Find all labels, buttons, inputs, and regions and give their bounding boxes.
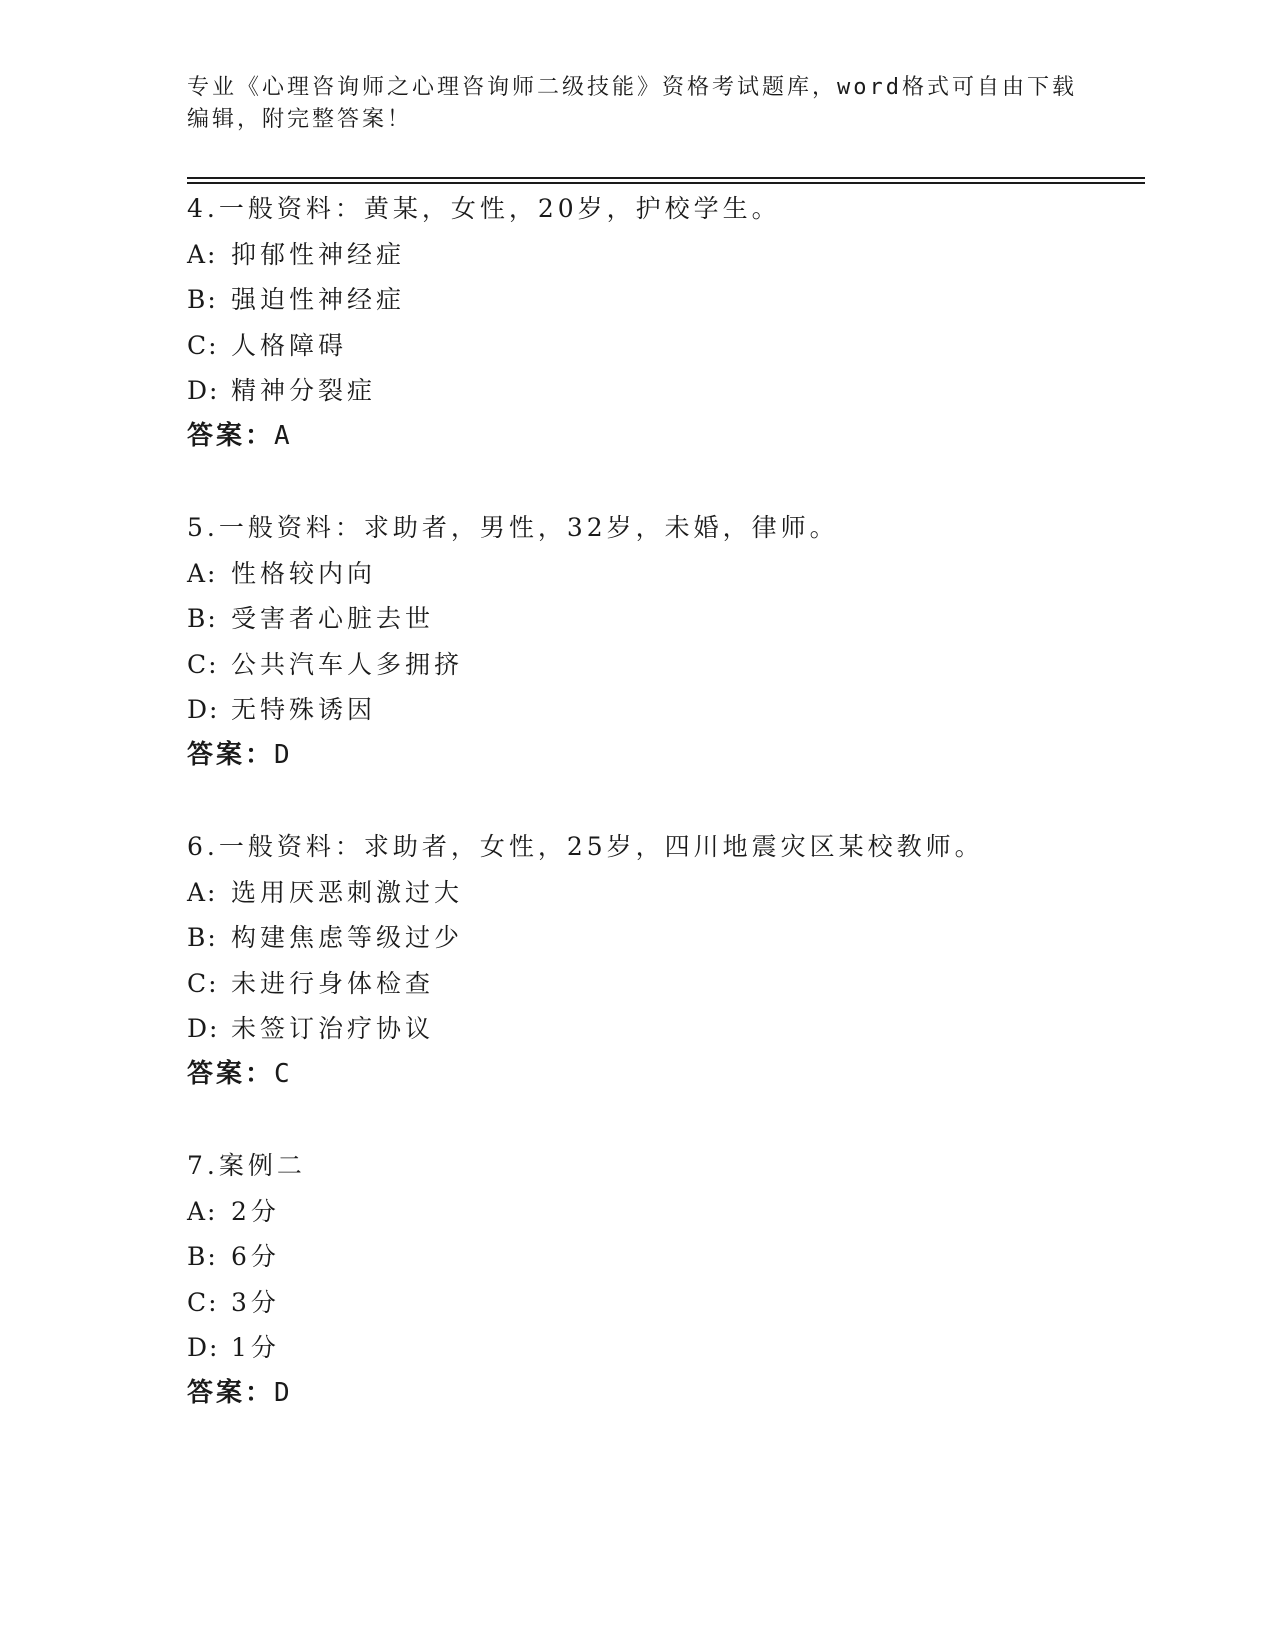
answer-label: 答案： [187,739,275,770]
option-a [187,232,1137,278]
option-letter: B: [187,285,218,314]
option-text: 公共汽车人多拥挤 [231,649,464,679]
option-letter: D: [187,1333,220,1362]
option-letter: D: [187,1014,220,1043]
option-letter: C: [187,330,219,360]
header-divider-bottom [187,182,1145,184]
option-text: 未签订治疗协议 [231,1014,435,1043]
option-b [187,277,1137,323]
option-text: 3分 [231,1287,280,1317]
option-text: 无特殊诱因 [231,695,377,724]
document-header [187,72,1087,136]
option-a [187,551,1137,597]
question-6 [187,824,1137,1097]
option-text: 抑郁性神经症 [231,239,406,269]
answer-label: 答案： [187,420,275,451]
option-a [187,870,1137,916]
option-text: 性格较内向 [231,558,377,588]
option-d [187,1006,1137,1052]
option-letter: C: [187,968,219,998]
option-letter: D: [187,695,220,724]
option-a [187,1189,1137,1235]
answer-line [187,733,1137,778]
option-text: 受害者心脏去世 [231,604,435,633]
option-c [187,1280,1137,1326]
answer-line [187,1371,1137,1416]
option-letter: A: [187,877,218,907]
option-letter: D: [187,376,220,405]
option-letter: A: [187,1196,218,1226]
question-stem: 5.一般资料：求助者，男性，32岁，未婚，律师。 [187,513,839,542]
header-line-2: 编辑，附完整答案！ [187,107,413,132]
option-letter: A: [187,558,218,588]
option-letter: C: [187,649,219,679]
option-letter: A: [187,239,218,269]
option-d [187,687,1137,733]
option-letter: B: [187,923,218,952]
option-b [187,596,1137,642]
option-letter: B: [187,1242,218,1271]
option-b [187,915,1137,961]
header-divider-top [187,177,1145,179]
option-text: 6分 [231,1242,280,1271]
option-text: 未进行身体检查 [231,968,435,998]
question-stem: 6.一般资料：求助者，女性，25岁，四川地震灾区某校教师。 [187,832,984,861]
answer-line [187,1052,1137,1097]
answer-value: C [274,1058,292,1089]
option-text: 人格障碍 [231,330,348,360]
option-text: 构建焦虑等级过少 [231,923,464,952]
question-4 [187,186,1137,459]
answer-label: 答案： [187,1058,275,1089]
answer-label: 答案： [187,1377,275,1408]
question-stem: 7.案例二 [187,1151,306,1180]
option-c [187,323,1137,369]
question-5 [187,505,1137,778]
option-d [187,368,1137,414]
option-letter: B: [187,604,218,633]
option-c [187,642,1137,688]
option-b [187,1234,1137,1280]
option-d [187,1325,1137,1371]
option-text: 1分 [231,1333,280,1362]
option-text: 选用厌恶刺激过大 [231,877,464,907]
answer-value: D [274,739,292,770]
option-text: 精神分裂症 [231,376,377,405]
question-stem: 4.一般资料：黄某，女性，20岁，护校学生。 [187,194,781,223]
answer-line [187,414,1137,459]
option-c [187,961,1137,1007]
answer-value: D [274,1377,292,1408]
option-text: 强迫性神经症 [231,285,406,314]
option-letter: C: [187,1287,219,1317]
option-text: 2分 [231,1196,280,1226]
answer-value: A [274,420,292,451]
header-line-1: 专业《心理咨询师之心理咨询师二级技能》资格考试题库，word格式可自由下载 [187,75,1077,100]
question-7 [187,1143,1137,1416]
